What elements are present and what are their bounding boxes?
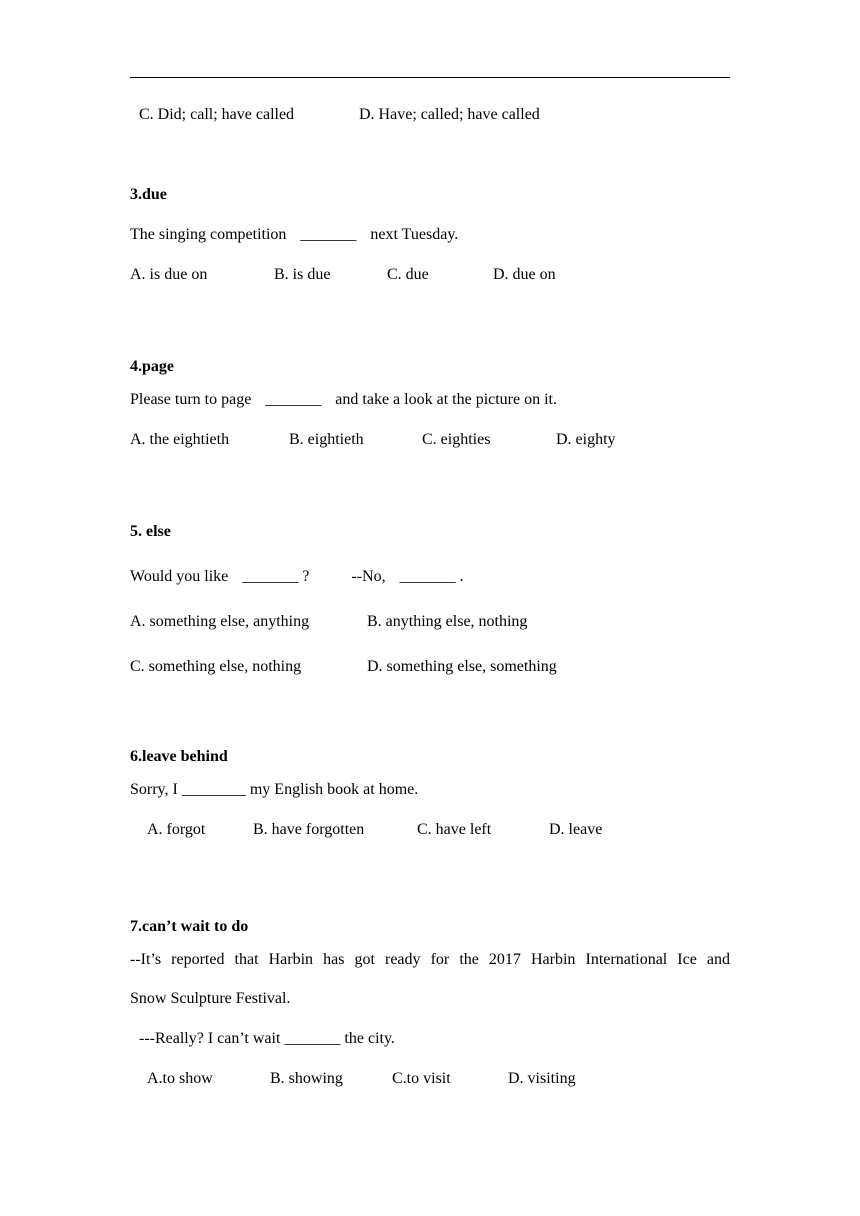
q4-sentence-after: and take a look at the picture on it. (335, 391, 557, 408)
q3-sentence-before: The singing competition (130, 226, 287, 243)
q5-blank-1: _______ (242, 568, 299, 585)
q6-option-d: D. leave (549, 821, 603, 838)
q7-option-d: D. visiting (508, 1070, 576, 1087)
q3-option-a: A. is due on (130, 266, 208, 283)
q4-heading: 4.page (130, 358, 174, 375)
q4-sentence-before: Please turn to page (130, 391, 252, 408)
q3-option-c: C. due (387, 266, 429, 283)
q4-option-d: D. eighty (556, 431, 616, 448)
q6-option-a: A. forgot (147, 821, 206, 838)
q5-option-d: D. something else, something (367, 658, 557, 675)
q3-option-d: D. due on (493, 266, 556, 283)
q4-option-a: A. the eightieth (130, 431, 230, 448)
q3-option-b: B. is due (274, 266, 331, 283)
q7-sentence-line-1: --It’s reported that Harbin has got ready for the 2017 Harbin International Ice and (130, 951, 730, 968)
q2-option-d: D. Have; called; have called (359, 106, 540, 123)
q6-sentence: Sorry, I ________ my English book at home. (130, 781, 419, 798)
q4-option-b: B. eightieth (289, 431, 364, 448)
q7-option-b: B. showing (270, 1070, 343, 1087)
q5-blank-2: _______ (399, 568, 456, 585)
q6-option-b: B. have forgotten (253, 821, 365, 838)
q7-sentence-line-2: Snow Sculpture Festival. (130, 990, 291, 1007)
q6-heading: 6.leave behind (130, 748, 228, 765)
q3-sentence (130, 225, 458, 245)
q4-blank: _______ (265, 391, 322, 408)
q7-reply: ---Really? I can’t wait _______ the city. (139, 1030, 395, 1047)
q5-sentence-part1: Would you like (130, 568, 229, 585)
q3-sentence-after: next Tuesday. (370, 226, 459, 243)
q5-sentence-part4: . (459, 568, 464, 585)
q7-option-c: C.to visit (392, 1070, 451, 1087)
q5-sentence (130, 567, 464, 587)
q5-sentence-part2: ? (302, 568, 310, 585)
q6-option-c: C. have left (417, 821, 492, 838)
q3-heading: 3.due (130, 186, 167, 203)
q5-option-b: B. anything else, nothing (367, 613, 528, 630)
q5-option-c: C. something else, nothing (130, 658, 302, 675)
q7-heading: 7.can’t wait to do (130, 918, 249, 935)
q3-blank: _______ (300, 226, 357, 243)
q5-option-a: A. something else, anything (130, 613, 310, 630)
q5-sentence-part3: --No, (351, 568, 386, 585)
header-rule (130, 77, 730, 78)
q5-heading: 5. else (130, 523, 171, 540)
q4-sentence (130, 390, 557, 410)
q4-option-c: C. eighties (422, 431, 491, 448)
q2-option-c: C. Did; call; have called (139, 106, 295, 123)
q7-option-a: A.to show (147, 1070, 213, 1087)
